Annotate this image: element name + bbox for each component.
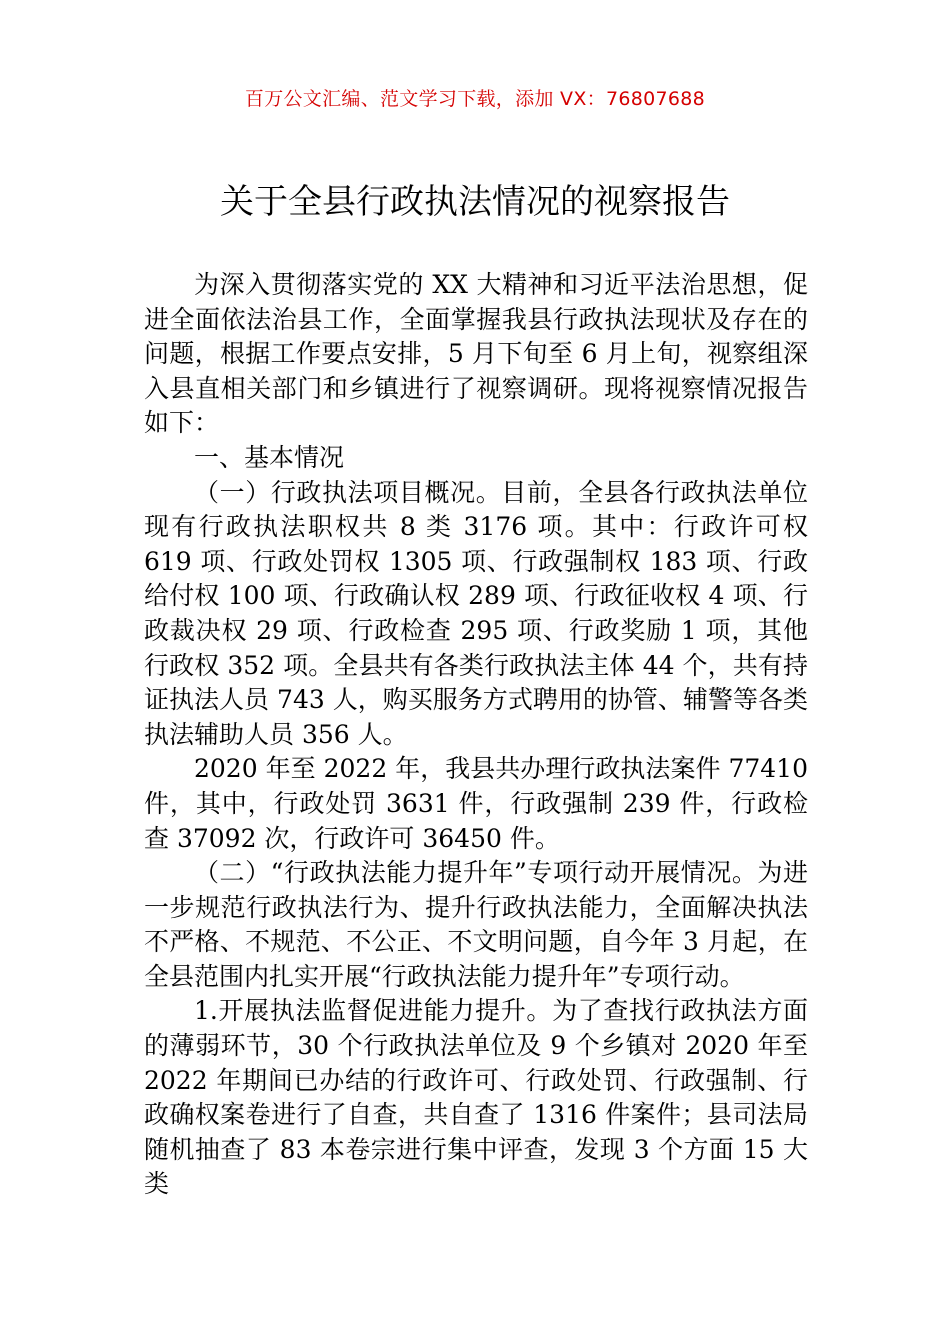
paragraph-enforcement-overview: （一）行政执法项目概况。目前，全县各行政执法单位现有行政执法职权共 8 类 3176 项。其中：行政许可权 619 项、行政处罚权 1305 项、行政强制权 183 项、行政给付权 100 项、行政确认权 289 项、行政征收权 4 项、行政裁决权 29 项、行政检查 295 项、行政奖励 1 项，其他行政权 352 项。全县共有各类行政执法主体 44 个，共有持证执法人员 743 人，购买服务方式聘用的协管、辅警等各类执法辅助人员 356 人。 [144, 477, 808, 749]
paragraph-case-statistics: 2020 年至 2022 年，我县共办理行政执法案件 77410 件，其中，行政处罚 3631 件，行政强制 239 件，行政检查 37092 次，行政许可 36450 件。 [144, 754, 808, 853]
section-heading-basic: 一、基本情况 [194, 442, 345, 472]
paragraph-supervision: 1.开展执法监督促进能力提升。为了查找行政执法方面的薄弱环节，30 个行政执法单位及 9 个乡镇对 2020 年至 2022 年期间已办结的行政许可、行政处罚、行政强制、行政确权案卷进行了自查，共自查了 1316 件案件；县司法局随机抽查了 83 本卷宗进行集中评查，发现 3 个方面 15 大类 [144, 996, 808, 1199]
document-title: 关于全县行政执法情况的视察报告 [220, 182, 730, 222]
document-body [144, 268, 808, 1202]
header-banner: 百万公文汇编、范文学习下载，添加 VX：76807688 [244, 88, 706, 110]
paragraph-intro: 为深入贯彻落实党的 XX 大精神和习近平法治思想，促进全面依法治县工作，全面掌握我县行政执法现状及存在的问题，根据工作要点安排，5 月下旬至 6 月上旬，视察组深入县直相关部门和乡镇进行了视察调研。现将视察情况报告如下： [144, 270, 808, 438]
paragraph-special-action: （二）“行政执法能力提升年”专项行动开展情况。为进一步规范行政执法行为、提升行政执法能力，全面解决执法不严格、不规范、不公正、不文明问题，自今年 3 月起，在全县范围内扎实开展“行政执法能力提升年”专项行动。 [144, 858, 808, 991]
